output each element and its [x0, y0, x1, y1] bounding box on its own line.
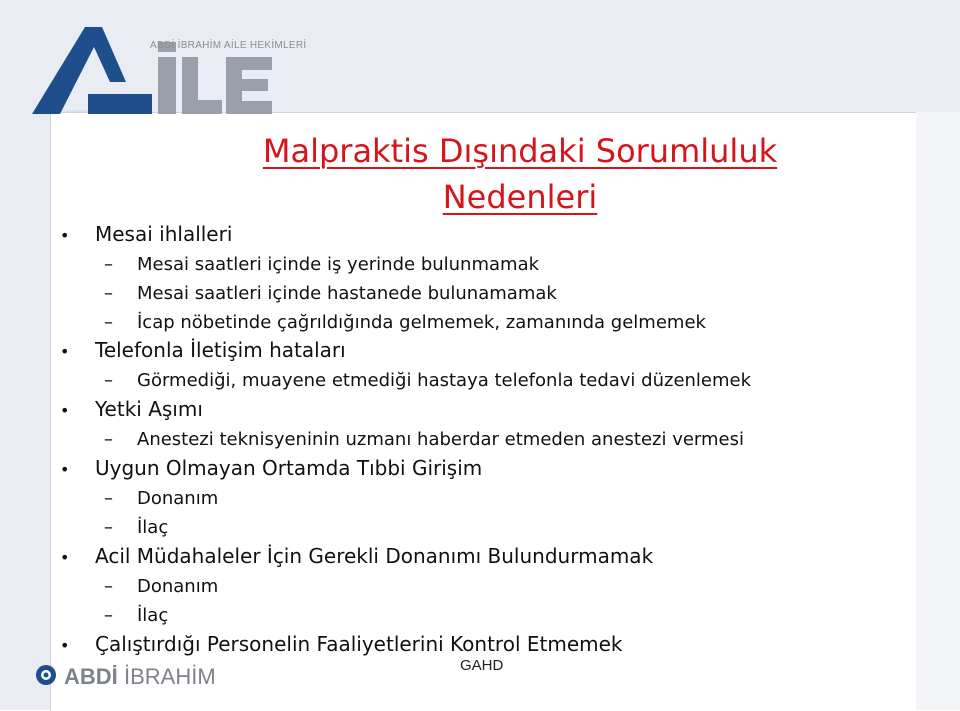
- list-item: Telefonla İletişim hataları: [95, 338, 346, 362]
- dash-marker: –: [104, 370, 113, 391]
- sub-list-item: İlaç: [137, 605, 169, 626]
- sub-list-item: Anestezi teknisyeninin uzmanı haberdar etmeden anestezi vermesi: [137, 429, 745, 450]
- list-item: Yetki Aşımı: [95, 397, 203, 421]
- title-line-1: Malpraktis Dışındaki Sorumluluk: [262, 132, 778, 170]
- dash-marker: –: [104, 488, 113, 509]
- list-item: Uygun Olmayan Ortamda Tıbbi Girişim: [95, 456, 483, 480]
- sub-list-item: Mesai saatleri içinde iş yerinde bulunmamak: [137, 254, 540, 275]
- list-item: Acil Müdahaleler İçin Gerekli Donanımı Bulundurmamak: [95, 544, 654, 568]
- bullet-dot: •: [60, 636, 70, 655]
- bullet-dot: •: [60, 548, 70, 567]
- logo-caption: ABDİ İBRAHİM AİLE HEKİMLERİ: [150, 40, 307, 51]
- dash-marker: –: [104, 254, 113, 275]
- list-item: Mesai ihlalleri: [95, 222, 233, 246]
- dash-marker: –: [104, 283, 113, 304]
- abdi-ibrahim-logo: [34, 658, 234, 692]
- brand-bold: ABDİ: [64, 664, 118, 689]
- sub-list-item: Donanım: [137, 576, 219, 597]
- dash-marker: –: [104, 605, 113, 626]
- brand-light: İBRAHİM: [124, 664, 216, 689]
- sub-list-item: İcap nöbetinde çağrıldığında gelmemek, zamanında gelmemek: [137, 312, 706, 333]
- dash-marker: –: [104, 312, 113, 333]
- bullet-dot: •: [60, 342, 70, 361]
- bullet-dot: •: [60, 460, 70, 479]
- sub-list-item: Donanım: [137, 488, 219, 509]
- title-line-2: Nedenleri: [442, 178, 598, 216]
- footer-label: GAHD: [460, 657, 504, 674]
- dash-marker: –: [104, 429, 113, 450]
- list-item: Çalıştırdığı Personelin Faaliyetlerini Kontrol Etmemek: [95, 632, 623, 656]
- sub-list-item: Mesai saatleri içinde hastanede bulunamamak: [137, 283, 557, 304]
- bullet-dot: •: [60, 226, 70, 245]
- dash-marker: –: [104, 517, 113, 538]
- dash-marker: –: [104, 576, 113, 597]
- sub-list-item: İlaç: [137, 517, 169, 538]
- bullet-dot: •: [60, 401, 70, 420]
- sub-list-item: Görmediği, muayene etmediği hastaya telefonla tedavi düzenlemek: [137, 370, 752, 391]
